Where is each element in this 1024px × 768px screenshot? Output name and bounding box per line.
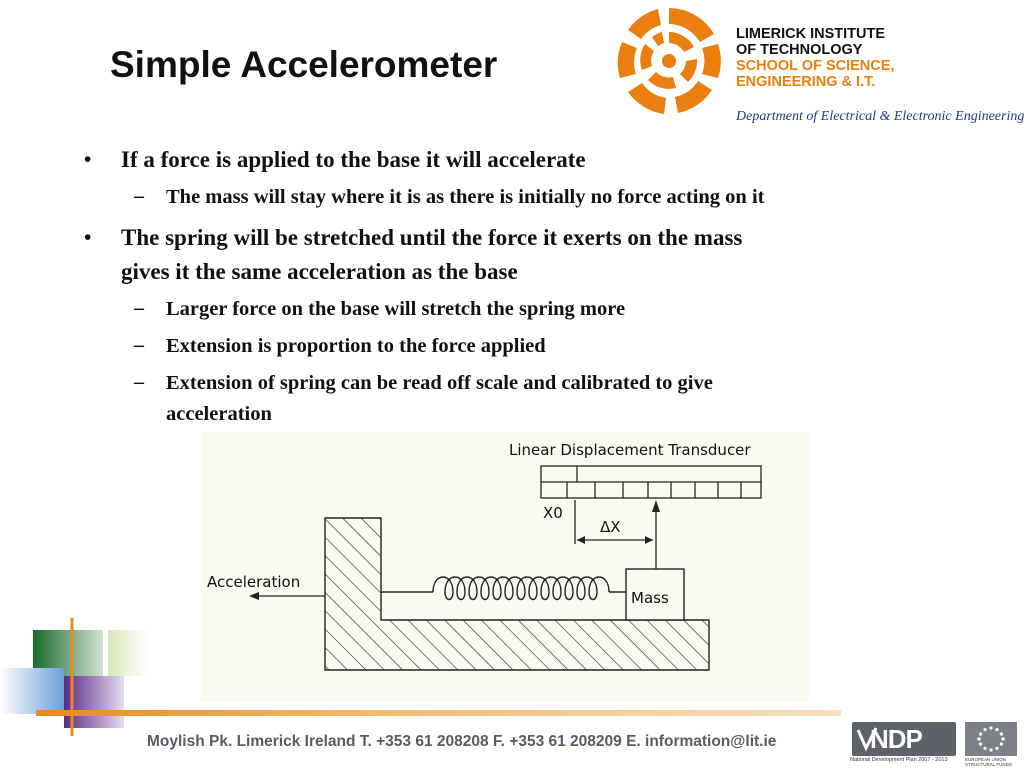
bullet-1-text: If a force is applied to the base it will accelerate (121, 147, 586, 172)
lit-logo-icon (614, 4, 724, 118)
eu-logo (963, 720, 1019, 767)
footer-contact: Moylish Pk. Limerick Ireland T. +353 61 208208 F. +353 61 208209 E. information@lit.ie (147, 733, 777, 750)
dash-marker: – (134, 334, 144, 356)
logo-institute-line1: LIMERICK INSTITUTE (736, 26, 886, 42)
logo-school-line1: SCHOOL OF SCIENCE, (736, 58, 895, 74)
ndp-caption: National Development Plan 2007 - 2013 (850, 757, 948, 763)
transducer-scale (541, 466, 761, 498)
decorative-squares (0, 618, 150, 738)
logo-department: Department of Electrical & Electronic Engineering (736, 109, 1024, 124)
ndp-logo (850, 720, 958, 764)
dash-marker: – (134, 297, 144, 319)
bullet-marker: • (84, 147, 92, 171)
x0-label: X0 (543, 504, 563, 522)
accelerometer-diagram (201, 432, 809, 702)
bullet-2-sub-3-line2: acceleration (166, 403, 272, 425)
eu-caption (965, 757, 1012, 767)
eu-caption-line2: STRUCTURAL FUNDS (965, 762, 1012, 767)
ndp-logo-text: NDP (870, 724, 922, 754)
bullet-2-sub-3-line1: Extension of spring can be read off scale and calibrated to give (166, 372, 713, 394)
acceleration-label: Acceleration (207, 573, 301, 591)
delta-x-label: ΔX (600, 518, 621, 536)
eu-caption-line1: EUROPEAN UNION (965, 757, 1007, 762)
dash-marker: – (134, 371, 144, 393)
transducer-label: Linear Displacement Transducer (509, 441, 751, 459)
bullet-2-sub-1: Larger force on the base will stretch the spring more (166, 298, 626, 320)
slide-title: Simple Accelerometer (110, 44, 498, 85)
arrowhead-icon (577, 536, 585, 544)
bullet-2-text-line1: The spring will be stretched until the force it exerts on the mass (121, 225, 743, 250)
logo-school-line2: ENGINEERING & I.T. (736, 74, 876, 90)
logo-institute-line2: OF TECHNOLOGY (736, 42, 863, 58)
bullet-2-sub-2: Extension is proportion to the force applied (166, 335, 546, 357)
arrowhead-icon (645, 536, 653, 544)
bullet-2-text-line2: gives it the same acceleration as the base (121, 259, 518, 284)
dash-marker: – (134, 185, 144, 207)
bullet-1-sub-1: The mass will stay where it is as there is initially no force acting on it (166, 186, 765, 208)
bullet-marker: • (84, 225, 92, 249)
eu-stars-icon (965, 722, 1017, 756)
arrowhead-icon (652, 500, 660, 512)
spring-icon (381, 577, 626, 600)
mass-label: Mass (631, 589, 669, 607)
logo-text (736, 26, 894, 90)
footer-divider (36, 710, 841, 716)
arrowhead-icon (249, 592, 259, 600)
